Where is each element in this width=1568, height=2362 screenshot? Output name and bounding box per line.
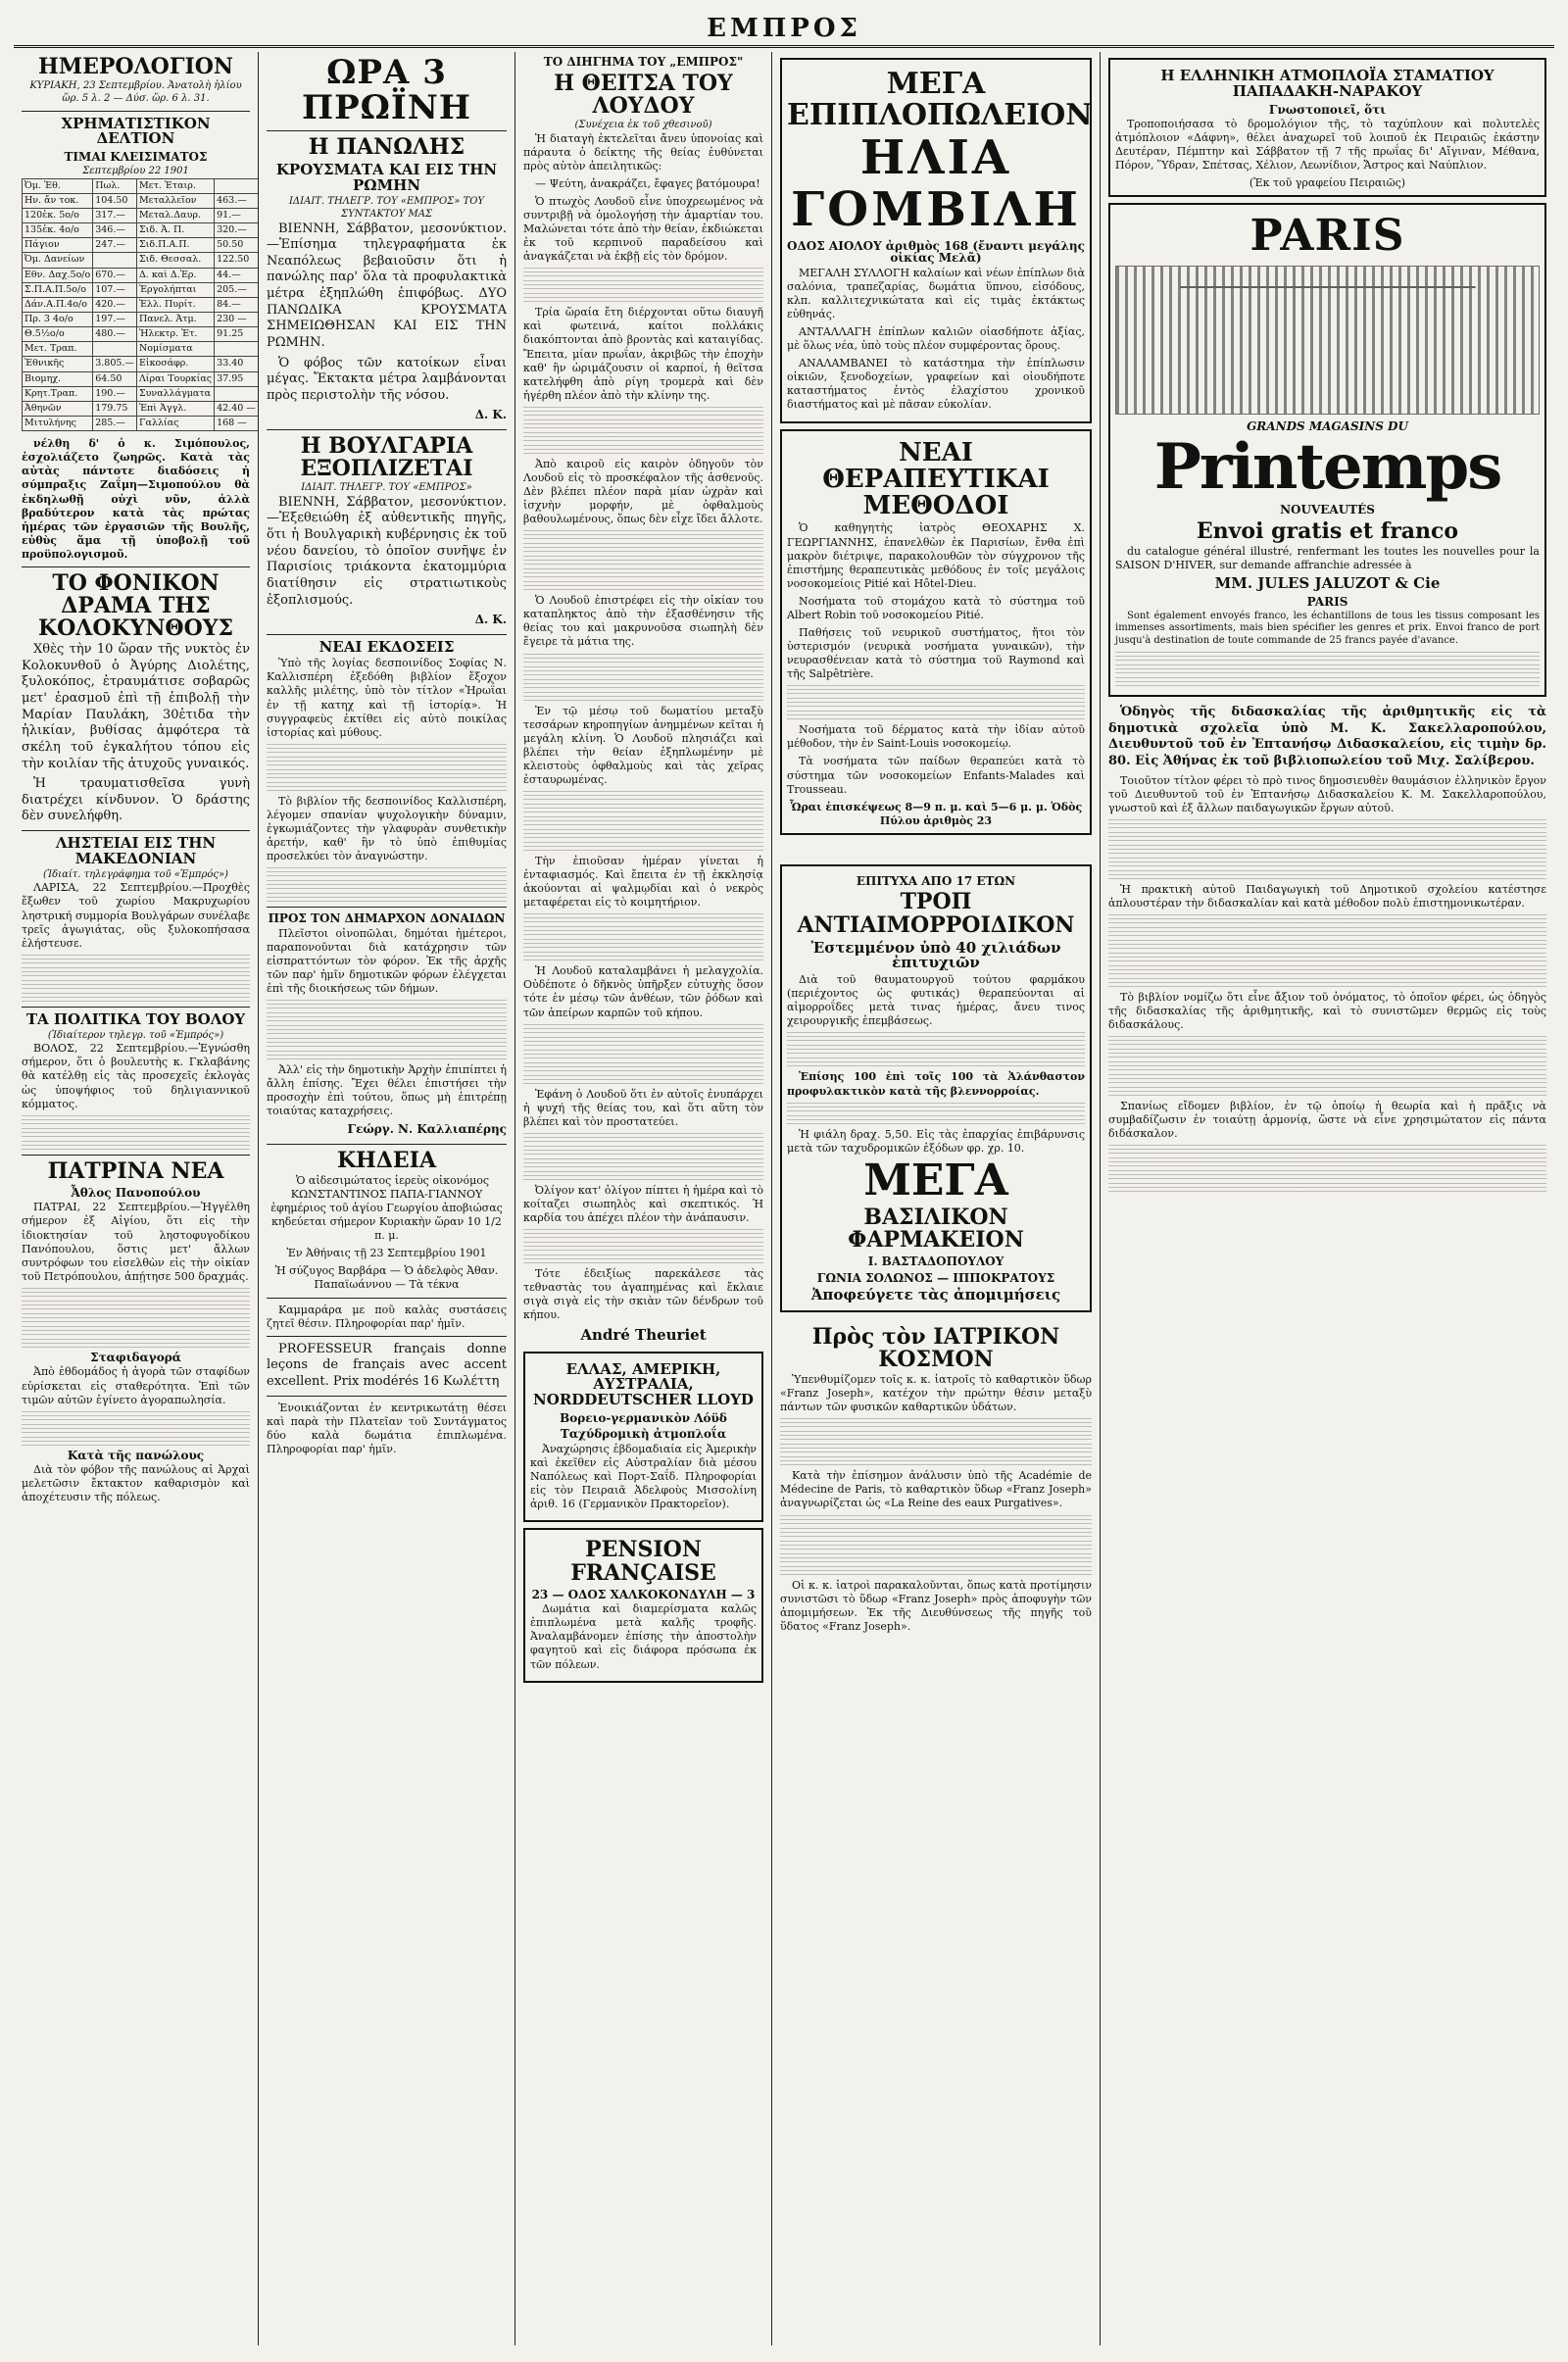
editions-text: Ὑπὸ τῆς λογίας δεσποινίδος Σοφίας Ν. Καλλισπέρη ἐξεδόθη βιβλίον ἔξοχον καλλῆς μιλέτης, ὑπὸ τὸν τίτλον «Ἡρωΐαι ἐν τῇ κατηχ καὶ τῇ ἱστορίᾳ». Ἡ συγγραφεὺς ἐκτίθει εἰς αὐτὸ ποικίλας ἱστορίας καὶ μύθους. bbox=[267, 657, 507, 739]
furniture-name: ΗΛΙΑ ΓΟΜΒΙΛΗ bbox=[791, 130, 1081, 237]
hemorrhoid-title: ΤΡΟΠ ΑΝΤΙΑΙΜΟΡΡΟΙΔΙΚΟΝ bbox=[797, 889, 1075, 938]
market-cell: 122.50 bbox=[215, 253, 259, 268]
market-cell: 190.— bbox=[93, 386, 137, 401]
story-title: Η ΘΕΙΤΣΑ ΤΟΥ ΛΟΥΔΟΥ bbox=[554, 70, 733, 119]
medical-hours: Ὧραι ἐπισκέψεως 8—9 π. μ. καὶ 5—6 μ. μ. Ὁδὸς Πύλου ἀριθμὸς 23 bbox=[789, 800, 1083, 827]
market-cell: Μεταλλεῖον bbox=[136, 193, 214, 208]
furniture-text-2: ΑΝΤΑΛΛΑΓΗ ἐπίπλων καλιῶν οἰασδήποτε ἀξίας, μὲ ὅλως νέα, ὑπὸ τοὺς πλέον συμφέροντας ὅρους. bbox=[787, 325, 1085, 353]
market-row bbox=[23, 401, 259, 416]
funeral-date: Ἐν Ἀθήναις τῇ 23 Σεπτεμβρίου 1901 bbox=[286, 1247, 487, 1260]
market-cell: Πρ. 3 4ο/ο bbox=[23, 312, 93, 326]
market-cell: 205.— bbox=[215, 282, 259, 297]
market-cell: Μεταλ.Δαυρ. bbox=[136, 208, 214, 222]
guide-p1: Τοιοῦτον τίτλον φέρει τὸ πρὸ τινος δημοσιευθὲν θαυμάσιον ἐλληνικὸν ἔργον τοῦ Διευθυντοῦ τοῦ ἐν Ἐπτανήσῳ Διδασκαλείου Κ. Μ. Σακελλαροπούλου, γνωστοῦ καὶ ἐξ ἄλλων παιδαγωγικῶν ἔργων αὐτοῦ. bbox=[1108, 773, 1546, 814]
bulgaria-text: ΒΙΕΝΝΗ, Σάββατον, μεσονύκτιον.—Ἐξεθειώθη ἐξ αὐθεντικῆς πηγῆς, ὅτι ἡ Βουλγαρικὴ κυβέρνησις ἐκ τοῦ νέου δανείου, τὸ ὁποῖον συνῆψε ἐν Παρισίοις τριάκοντα ἑκατομμύρια διατίθησιν εἰς στρατιωτικοὺς ἐξοπλισμούς. bbox=[267, 494, 507, 608]
market-cell: Συναλλάγματα bbox=[136, 386, 214, 401]
market-cell: 197.— bbox=[93, 312, 137, 326]
market-cell: 168 — bbox=[215, 417, 259, 431]
mayor-headline: ΠΡΟΣ ΤΟΝ ΔΗΜΑΡΧΟΝ ΔΟΝΑΙΔΩΝ bbox=[268, 911, 506, 926]
guide-p3: Τὸ βιβλίον νομίζω ὅτι εἶνε ἄξιον τοῦ ὀνόματος, τὸ ὁποῖον φέρει, ὡς ὁδηγὸς τῆς διδασκαλίας τῆς ἀριθμητικῆς, καὶ τὸ συνιστῶμεν θερμῶς εἰς τοὺς διδασκάλους. bbox=[1108, 990, 1546, 1032]
hemorrhoid-subtitle: Ἐστεμμένον ὑπὸ 40 χιλιάδων ἐπιτυχιῶν bbox=[810, 938, 1061, 972]
market-cell: 44.— bbox=[215, 268, 259, 282]
market-cell: 3.805.— bbox=[93, 357, 137, 371]
staf-text: Ἀπὸ ἐθδομάδος ἡ ἀγορὰ τῶν σταφίδων εὑρίσκεται εἰς σταθερότητα. Ἐπὶ τῶν τιμῶν αὐτῶν ἐγίνετο ἀγοραπωλησία. bbox=[22, 1365, 250, 1406]
steamship-note: (Ἐκ τοῦ γραφείου Πειραιῶς) bbox=[1249, 176, 1406, 190]
market-cell: 120ἐκ. 5ο/ο bbox=[23, 208, 93, 222]
market-cell: 346.— bbox=[93, 223, 137, 238]
market-row bbox=[23, 223, 259, 238]
masthead: ΕΜΠΡΟΣ bbox=[707, 14, 861, 43]
market-cell: Βιομηχ. bbox=[23, 371, 93, 386]
story-p6: Ὁ Λουδοῦ ἐπιστρέφει εἰς τὴν οἰκίαν του καταπληκτος ἀπὸ τὴν ἐξασθένησιν τῆς θείας του καὶ μακρυνοῦσα σιωπηλὴ δὲν ἔγειρε τὰ μάτια της. bbox=[523, 594, 763, 649]
market-cell: 285.— bbox=[93, 417, 137, 431]
bulgaria-headline: Η ΒΟΥΛΓΑΡΙΑ ΕΞΟΠΛΙΖΕΤΑΙ bbox=[300, 432, 473, 481]
printemps-logo: Printemps bbox=[1153, 430, 1501, 505]
hemorrhoid-label: ΕΠΙΤΥΧΑ ΑΠΟ 17 ΕΤΩΝ bbox=[856, 873, 1016, 888]
hemorrhoid-text: Διὰ τοῦ θαυματουργοῦ τούτου φαρμάκου (περιέχοντος ὡς φυτικάς) θεραπεύονται αἱ αἱμορροΐδες μετὰ τινας ἡμέρας, ἄνευ τινος χειρουργικῆς ἐπεμβάσεως. bbox=[787, 973, 1085, 1028]
column-4 bbox=[772, 52, 1101, 2345]
plague-text-2: Ὁ φόβος τῶν κατοίκων εἶναι μέγας. Ἔκτακτα μέτρα λαμβάνονται πρὸς περιστολὴν τῆς νόσου. bbox=[267, 355, 507, 403]
patras-headline: ΠΑΤΡΙΝΑ ΝΕΑ bbox=[47, 1157, 224, 1184]
market-row bbox=[23, 417, 259, 431]
plague-local-text: Διὰ τὸν φόβον τῆς πανώλους αἱ Ἀρχαὶ μελετῶσιν ἔκτακτον καθαρισμὸν καὶ ἀποχέτευσιν τῆς πόλεως. bbox=[22, 1463, 250, 1504]
market-cell: Σιδ. Ἀ. Π. bbox=[136, 223, 214, 238]
market-row bbox=[23, 342, 259, 357]
market-cell: Σιδ. Θεσσαλ. bbox=[136, 253, 214, 268]
market-cell: Ἠλεκτρ. Ἑτ. bbox=[136, 327, 214, 342]
mayor-signature: Γεώργ. Ν. Καλλιαπέρης bbox=[347, 1122, 507, 1137]
hemorrhoid-text-2: Ἐπίσης 100 ἐπὶ τοῖς 100 τὰ Ἀλάνθαστον προφυλακτικὸν κατὰ τῆς βλεννορροίας. bbox=[787, 1070, 1085, 1098]
market-cell: Εθν. Δαχ.5ο/ο bbox=[23, 268, 93, 282]
calendar-line: ΚΥΡΙΑΚΗ, 23 Σεπτεμβρίου. Ἀνατολὴ ἡλίου ὥρ. 5 λ. 2 — Δύσ. ὥρ. 6 λ. 31. bbox=[29, 80, 242, 104]
market-row bbox=[23, 282, 259, 297]
market-cell: 247.— bbox=[93, 238, 137, 253]
plague-signature: Δ. Κ. bbox=[474, 408, 507, 422]
market-row bbox=[23, 178, 259, 193]
market-cell: Ἀθηνῶν bbox=[23, 401, 93, 416]
paris-city: PARIS bbox=[1306, 595, 1348, 610]
market-date: Σεπτεμβρίου 22 1901 bbox=[82, 165, 189, 176]
market-cell: 104.50 bbox=[93, 193, 137, 208]
hemorrhoid-ad bbox=[780, 864, 1092, 1312]
volos-text: ΒΟΛΟΣ, 22 Σεπτεμβρίου.—Ἐγνώσθη σήμερον, ὅτι ὁ βουλευτὴς κ. Γκλαβάνης θὰ κατέλθῃ εἰς τὰς προσεχεῖς ἐκλογὰς ὡς ὑποψήφιος τοῦ δηλιγιαννικοῦ κόμματος. bbox=[22, 1042, 250, 1110]
market-row bbox=[23, 312, 259, 326]
column-2 bbox=[259, 52, 515, 2345]
funeral-headline: ΚΗΔΕΙΑ bbox=[336, 1147, 437, 1173]
doctors-text: Ὑπενθυμίζομεν τοῖς κ. κ. ἰατροῖς τὸ καθαρτικὸν ὕδωρ «Franz Joseph», κατέχον τὴν πρώτην θέσιν μεταξὺ πάντων τῶν φυσικῶν καθαρτικῶν ὑδάτων. bbox=[780, 1373, 1092, 1414]
market-cell: Μετ. Ἑταιρ. bbox=[136, 178, 214, 193]
market-cell: 37.95 bbox=[215, 371, 259, 386]
market-cell: 91.— bbox=[215, 208, 259, 222]
drama-text: Χθὲς τὴν 10 ὥραν τῆς νυκτὸς ἐν Κολοκυνθοῦ ὁ Ἀγύρης Διολέτης, ξυλοκόπος, ἐτραυμάτισε σοβαρῶς μετ' ἐρασμοῦ ἐπὶ τῇ ἐπιβολῇ τὴν Μαρίαν Παυλάκη, 30ἐτιδα τὴν ἡλικίαν, βυθίσας ἀμφότερα τὰ σκέλη τοῦ ἐγκαλήτου τόπου εἰς τὴν κοιλίαν τῆς ἀτυχοῦς γυναικός. bbox=[22, 642, 250, 771]
doctors-text-2: Κατὰ τὴν ἐπίσημον ἀνάλυσιν ὑπὸ τῆς Académie de Médecine de Paris, τὸ καθαρτικὸν ὕδωρ «Franz Joseph» ἀναγνωρίζεται ὡς «La Reine des eaux Purgatives». bbox=[780, 1469, 1092, 1510]
pension-address: 23 — ΟΔΟΣ ΧΑΛΚΟΚΟΝΔΥΛΗ — 3 bbox=[531, 1587, 756, 1601]
medical-title: ΝΕΑΙ ΘΕΡΑΠΕΥΤΙΚΑΙ ΜΕΘΟΔΟΙ bbox=[822, 437, 1050, 521]
market-cell: 480.— bbox=[93, 327, 137, 342]
story-p11: Ὀλίγον κατ' ὀλίγον πίπτει ἡ ἡμέρα καὶ τὸ κοίταζει σιωπηλὸς καὶ σκεπτικός. Ἡ καρδία του ἀπέχει πλέον τὴν ἀνάπαυσιν. bbox=[523, 1183, 763, 1225]
market-cell: 670.— bbox=[93, 268, 137, 282]
market-cell: Κρητ.Τραπ. bbox=[23, 386, 93, 401]
lloyd-title: ΕΛΛΑΣ, ΑΜΕΡΙΚΗ, ΑΥΣΤΡΑΛΙΑ, NORDDEUTSCHER LLOYD bbox=[533, 1359, 754, 1409]
drama-headline: ΤΟ ΦΟΝΙΚΟΝ ΔΡΑΜΑ ΤΗΣ ΚΟΛΟΚΥΝΘΟΥΣ bbox=[37, 569, 234, 642]
news-politics: νέλθη δ' ὁ κ. Σιμόπουλος, ἐσχολιάζετο ζωηρῶς. Κατὰ τὰς αὐτὰς πάντοτε διαδόσεις ἡ σύμπραξις Ζαΐμη—Σιμοπούλου θὰ ἐκδηλωθῇ οὐχὶ νῦν, ἀλλὰ βραδύτερον κατὰ τὰς πρώτας ἡμέρας τῶν ἐργασιῶν τῆς Βουλῆς, εὐθὺς ἅμα τῇ ὑποβολῇ τοῦ προϋπολογισμοῦ. bbox=[22, 437, 250, 561]
funeral-family: Ἡ σύζυγος Βαρβάρα — Ὁ ἀδελφὸς Ἀθαν. Παπαϊωάννου — Τὰ τέκνα bbox=[274, 1264, 499, 1292]
market-cell: Ὀμ. Ἐθ. bbox=[23, 178, 93, 193]
market-cell: 420.— bbox=[93, 297, 137, 312]
funeral-text: Ὁ αἰδεσιμώτατος ἱερεὺς οἰκονόμος ΚΩΝΣΤΑΝΤΙΝΟΣ ΠΑΠΑ-ΓΙΑΝΝΟΥ ἐφημέριος τοῦ ἁγίου Γεωργίου ἀποβιώσας κηδεύεται σήμερον Κυριακὴν ὥραν 10 1/2 π. μ. bbox=[270, 1173, 503, 1243]
market-cell bbox=[215, 386, 259, 401]
market-cell: 135ἐκ. 4ο/ο bbox=[23, 223, 93, 238]
nouveautes-label: NOUVEAUTÉS bbox=[1280, 503, 1375, 517]
market-row bbox=[23, 238, 259, 253]
market-cell: 230 — bbox=[215, 312, 259, 326]
story-p8: Τὴν ἐπιοῦσαν ἡμέραν γίνεται ἡ ἐνταφιασμός. Καὶ ἔπειτα ἐν τῇ ἐκκλησίᾳ ἀκούονται αἱ ψαλμῳδίαι καὶ ὁ νεκρὸς μεταφέρεται εἰς τὸ κοιμητήριον. bbox=[523, 855, 763, 910]
market-cell: Σιδ.Π.Α.Π. bbox=[136, 238, 214, 253]
market-cell: Δ. καὶ Δ.Ἐρ. bbox=[136, 268, 214, 282]
pharmacy-label: ΜΕΓΑ bbox=[863, 1155, 1008, 1206]
pension-title: PENSION FRANÇAISE bbox=[570, 1537, 716, 1586]
pharmacy-note: Ἀποφεύγετε τὰς ἀπομιμήσεις bbox=[810, 1286, 1061, 1304]
market-row bbox=[23, 193, 259, 208]
envoi-text-2: Sont également envoyés franco, les échantillons de tous les tissus composant les immenses assortiments, mais bien spécifier les genres et prix. Envoi franco de port jusqu'à destination de toute commande de 25 francs payée d'avance. bbox=[1115, 610, 1540, 647]
patras-subheadline: Ἆθλος Πανοπούλου bbox=[71, 1185, 201, 1200]
market-cell: Νομίσματα bbox=[136, 342, 214, 357]
story-p5: Ἀπὸ καιροῦ εἰς καιρὸν ὁδηγοῦν τὸν Λουδοῦ εἰς τὸ προσκέφαλον τῆς ἀσθενοῦς. Δὲν βλέπει πλέον παρὰ μίαν ὡχρὰν καὶ ἰσχνὴν μορφήν, μὲ ὀφθαλμοὺς βαθουλωμένους, ὅπως δὲν εἶχε ἴδει ἄλλοτε. bbox=[523, 457, 763, 526]
market-cell: Δάν.Α.Π.4ο/ο bbox=[23, 297, 93, 312]
medical-text-4: Νοσήματα τοῦ δέρματος κατὰ τὴν ἰδίαν αὐτοῦ μέθοδον, τὴν ἐν Saint-Louis νοσοκομείῳ. bbox=[787, 723, 1085, 751]
mayor-text-2: Ἀλλ' εἰς τὴν δημοτικὴν Ἀρχὴν ἐπιπίπτει ἡ ἄλλη ἐπίσης. Ἔχει θέλει ἐπιστήσει τὴν προσοχὴν ἐπὶ τούτου, ὅπως μὴ ἐπιτρέπῃ τοιαύτας καταχρήσεις. bbox=[267, 1063, 507, 1118]
market-cell: 84.— bbox=[215, 297, 259, 312]
market-cell: Θ.5½ο/ο bbox=[23, 327, 93, 342]
volos-headline: ΤΑ ΠΟΛΙΤΙΚΑ ΤΟΥ ΒΟΛΟΥ bbox=[25, 1009, 246, 1028]
story-p4: Τρία ὥραία ἔτη διέρχονται οὕτω διαυγῆ καὶ φωτεινά, καίτοι πολλάκις διακόπτονται ἀπὸ βροντὰς καὶ καταιγίδας. Ἔπειτα, μίαν πρωΐαν, ἀκριβῶς τὴν ἐποχὴν καθ' ἣν ὡριμάζουσιν οἱ καρποί, ἡ θεῖτσα κατελήφθη ἀπὸ ρίγη τρομερὰ καὶ δὲν ἠγέρθη πλέον ἀπὸ τὴν κλίνην της. bbox=[523, 306, 763, 402]
story-author: André Theuriet bbox=[580, 1326, 707, 1345]
column-3 bbox=[515, 52, 772, 2345]
market-cell: Ην. ἄν τοκ. bbox=[23, 193, 93, 208]
market-cell bbox=[215, 178, 259, 193]
column-1 bbox=[14, 52, 259, 2345]
market-row bbox=[23, 253, 259, 268]
market-cell bbox=[215, 342, 259, 357]
plague-telegram-label: ΙΔΙΑΙΤ. ΤΗΛΕΓΡ. ΤΟΥ «ΕΜΠΡΟΣ» ΤΟΥ ΣΥΝΤΑΚΤΟΥ ΜΑΣ bbox=[288, 195, 485, 220]
hemorrhoid-text-3: Ἡ φιάλη δραχ. 5,50. Εἰς τὰς ἐπαρχίας ἐπιβάρυνσις μετὰ τῶν ταχυδρομικῶν ἐξόδων φρ. χρ. 10. bbox=[787, 1127, 1085, 1155]
plague-headline: Η ΠΑΝΩΛΗΣ bbox=[308, 134, 466, 161]
market-cell: Ἐπὶ Ἀγγλ. bbox=[136, 401, 214, 416]
rent-ad: Ἐνοικιάζονται ἐν κεντρικωτάτῃ θέσει καὶ παρὰ τὴν Πλατεῖαν τοῦ Συντάγματος δύο καλὰ δωμάτια ἐπιπλωμένα. Πληροφορίαι παρ' ἡμῖν. bbox=[267, 1401, 507, 1455]
market-row bbox=[23, 357, 259, 371]
calendar-title: ΗΜΕΡΟΛΟΓΙΟΝ bbox=[37, 54, 234, 79]
market-row bbox=[23, 371, 259, 386]
guide-title: Ὁδηγὸς τῆς διδασκαλίας τῆς ἀριθμητικῆς εἰς τὰ δημοτικὰ σχολεῖα ὑπὸ Μ. Κ. Σακελλαροπούλου, Διευθυντοῦ τοῦ ἐν Ἐπτανήσῳ Διδασκαλείου, εἰς τιμὴν δρ. 80. Εἰς Ἀθήνας ἐκ τοῦ βιβλιοπωλείου τοῦ Μιχ. Σαλίβερου. bbox=[1108, 705, 1546, 768]
paris-label: PARIS bbox=[1250, 211, 1405, 262]
market-row bbox=[23, 268, 259, 282]
market-subtitle: ΤΙΜΑΙ ΚΛΕΙΣΙΜΑΤΟΣ bbox=[64, 150, 208, 165]
plague-local-headline: Κατὰ τῆς πανώλους bbox=[67, 1448, 205, 1462]
market-cell: Πάγιον bbox=[23, 238, 93, 253]
guide-p4: Σπανίως εἴδομεν βιβλίον, ἐν τῷ ὁποίῳ ἡ θεωρία καὶ ἡ πρᾶξις νὰ συμβαδίζωσιν ἐν τοιαύτῃ ἁρμονίᾳ, ὥστε νὰ εἶνε χρησιμώτατον εἰς πάντα διδάσκαλον. bbox=[1108, 1100, 1546, 1141]
market-cell: 50.50 bbox=[215, 238, 259, 253]
furniture-address: ΟΔΟΣ ΑΙΟΛΟΥ ἀριθμὸς 168 (ἔναντι μεγάλης οἰκίας Μελᾶ) bbox=[787, 238, 1085, 266]
volos-source: (Ἰδιαίτερον τηλεγρ. τοῦ «Ἐμπρός») bbox=[47, 1029, 224, 1041]
market-cell: Γαλλίας bbox=[136, 417, 214, 431]
medical-ad bbox=[780, 429, 1092, 835]
market-cell: 320.— bbox=[215, 223, 259, 238]
editions-headline: ΝΕΑΙ ΕΚΔΟΣΕΙΣ bbox=[318, 637, 455, 656]
printemps-ad bbox=[1108, 203, 1546, 697]
bulgaria-signature: Δ. Κ. bbox=[474, 613, 507, 627]
story-p2: — Ψεύτη, ἀνακράζει, ἔφαγες βατόμουρα! bbox=[535, 176, 760, 190]
grands-magasins-label: GRANDS MAGASINS DU bbox=[1247, 418, 1408, 433]
medical-text-2: Νοσήματα τοῦ στομάχου κατὰ τὸ σύστημα τοῦ Albert Robin τοῦ νοσοκομείου Pitié. bbox=[787, 594, 1085, 621]
market-title: ΧΡΗΜΑΤΙΣΤΙΚΟΝ ΔΕΛΤΙΟΝ bbox=[61, 114, 211, 148]
furniture-ad bbox=[780, 58, 1092, 423]
pension-text: Δωμάτια καὶ διαμερίσματα καλῶς ἐπιπλωμένα μετὰ καλῆς τροφῆς. Ἀναλαμβάνομεν ἐπίσης τὴν ἀποστολὴν φαγητοῦ καὶ εἰς διάφορα πρόσωπα ἐκ τῶν πόλεων. bbox=[530, 1602, 757, 1671]
feuilleton-label: ΤΟ ΔΙΗΓΗΜΑ ΤΟΥ „ΕΜΠΡΟΣ" bbox=[543, 55, 744, 69]
rooms-ad: Καμμαράρα με ποῦ καλὰς συστάσεις ζητεῖ θέσιν. Πληροφορίαι παρ' ἡμῖν. bbox=[267, 1303, 507, 1330]
pension-ad bbox=[523, 1528, 763, 1682]
market-cell: Σ.Π.Α.Π.5ο/ο bbox=[23, 282, 93, 297]
bulgaria-label: ΙΔΙΑΙΤ. ΤΗΛΕΓΡ. ΤΟΥ «ΕΜΠΡΟΣ» bbox=[301, 481, 472, 493]
market-cell bbox=[93, 342, 137, 357]
market-cell: Ὀμ. Δανείων bbox=[23, 253, 93, 268]
market-cell: 463.— bbox=[215, 193, 259, 208]
market-cell: Ἐθνικῆς bbox=[23, 357, 93, 371]
story-p7: Ἐν τῷ μέσῳ τοῦ δωματίου μεταξὺ τεσσάρων κηροπηγίων ἀνημμένων κεῖται ἡ μεγάλη κλίνη. Ὁ Λουδοῦ πλησιάζει καὶ βλέπει τὴν θείαν ἐξηπλωμένην μὲ κλειστοὺς ὀφθαλμοὺς καὶ τὰς χεῖρας ἐσταυρωμένας. bbox=[523, 704, 763, 786]
store-illustration bbox=[1115, 266, 1540, 415]
envoi-text: du catalogue général illustré, renfermant les toutes les nouvelles pour la SAISON D'HIVER, sur demande affranchie adressée à bbox=[1115, 545, 1540, 572]
market-cell: Μετ. Τραπ. bbox=[23, 342, 93, 357]
pharmacy-address: ΓΩΝΙΑ ΣΟΛΩΝΟΣ — ΙΠΠΟΚΡΑΤΟΥΣ bbox=[816, 1270, 1055, 1285]
guide-p2: Ἡ πρακτικὴ αὐτοῦ Παιδαγωγικὴ τοῦ Δημοτικοῦ σχολείου κατέστησε ἁπλουστέραν τὴν διδασκαλίαν καὶ κατὰ μέθοδον πολὺ ἐπιστημονικωτέραν. bbox=[1108, 882, 1546, 910]
market-cell: 42.40 — bbox=[215, 401, 259, 416]
bandits-headline: ΛΗΣΤΕΙΑΙ ΕΙΣ ΤΗΝ ΜΑΚΕΔΟΝΙΑΝ bbox=[55, 834, 217, 867]
masthead-rule bbox=[14, 45, 1554, 48]
editions-text-2: Τὸ βιβλίον τῆς δεσποινίδος Καλλισπέρη, λέγομεν σπανίαν ψυχολογικὴν δύναμιν, ἐγκωμιάζοντες τὴν γλαφυρὰν συνθετικὴν ἀρετήν, καθ' ἣν τὸ ὑπὸ ἐπιθυμίας προσελκύει τὸν ἀναγνώστην. bbox=[267, 794, 507, 863]
market-cell: Μιτυλήνης bbox=[23, 417, 93, 431]
drama-text-2: Ἡ τραυματισθεῖσα γυνὴ διατρέχει κίνδυνον. Ὁ δράστης δὲν συνελήφθη. bbox=[22, 776, 250, 824]
bandits-source: (Ἰδιαίτ. τηλεγράφημα τοῦ «Ἐμπρός») bbox=[43, 868, 228, 880]
market-cell: 64.50 bbox=[93, 371, 137, 386]
doctors-headline: Πρὸς τὸν ΙΑΤΡΙΚΟΝ ΚΟΣΜΟΝ bbox=[811, 1323, 1060, 1372]
market-cell: 91.25 bbox=[215, 327, 259, 342]
market-table bbox=[22, 178, 259, 432]
professor-ad: PROFESSEUR français donne leçons de français avec accent excellent. Prix modérés 16 Κωλέττη bbox=[267, 1341, 507, 1389]
medical-text-5: Τὰ νοσήματα τῶν παίδων θεραπεύει κατὰ τὸ σύστημα τῶν νοσοκομείων Enfants-Malades καὶ Trousseau. bbox=[787, 755, 1085, 796]
market-row bbox=[23, 208, 259, 222]
market-cell: Λίραι Τουρκίας bbox=[136, 371, 214, 386]
plague-subheadline: ΚΡΟΥΣΜΑΤΑ ΚΑΙ ΕΙΣ ΤΗΝ ΡΩΜΗΝ bbox=[275, 161, 498, 195]
market-cell: Ἑλλ. Πυρίτ. bbox=[136, 297, 214, 312]
column-5 bbox=[1101, 52, 1554, 2345]
lloyd-subtitle: Βορειο-γερμανικὸν Λόϋδ bbox=[560, 1410, 727, 1425]
story-p3: Ὁ πτωχὸς Λουδοῦ εἶνε ὑποχρεωμένος νὰ συντριβῇ νὰ ὁμολογήσῃ τὴν ἁμαρτίαν του. Μαλώνεται τότε ἀπὸ τὴν θείαν, ἐκδιώκεται ἐκ τοῦ κερπινοῦ παραδείσου καὶ ἀναγκάζεται νὰ ἐκβῇ εἰς τὸν δρόμον. bbox=[523, 194, 763, 264]
story-p12: Τότε ἐδειξίως παρεκάλεσε τὰς τεθναστὰς του ἀγαπημένας καὶ ἔκλαιε σιγὰ σιγὰ εἰς τὴν σκιὰν τῶν δένδρων τοῦ κήπου. bbox=[523, 1267, 763, 1322]
steamship-ad bbox=[1108, 58, 1546, 197]
columns bbox=[14, 52, 1554, 2345]
furniture-text-1: ΜΕΓΑΛΗ ΣΥΛΛΟΓΗ καλαίων καὶ νέων ἐπίπλων διὰ σαλόνια, τραπεζαρίας, δωμάτια ὕπνου, εἰσόδους, κλπ. καλλιτεχνικώτατα καὶ εἰς τιμὰς ἐκτάκτως εὐθηνάς. bbox=[787, 266, 1085, 321]
market-cell: 317.— bbox=[93, 208, 137, 222]
story-continued: (Συνέχεια ἐκ τοῦ χθεσινοῦ) bbox=[574, 119, 712, 130]
pharmacy-title: ΒΑΣΙΛΙΚΟΝ ΦΑΡΜΑΚΕΙΟΝ bbox=[848, 1204, 1024, 1253]
market-cell bbox=[93, 253, 137, 268]
story-p1: Ἡ διαταγὴ ἐκτελεῖται ἄνευ ὑπονοίας καὶ πάραυτα ὁ δείκτης τῆς θείας ἐυθύνεται πρὸς αὐτὸν ἀπειλητικῶς: bbox=[523, 131, 763, 172]
lloyd-ad bbox=[523, 1352, 763, 1523]
bandits-text: ΛΑΡΙΣΑ, 22 Σεπτεμβρίου.—Προχθὲς ἔξωθεν τοῦ χωρίου Μακρυχωρίου ληστρική συμμορία Βουλγάρων συνέλαβε τρεῖς ἀγωγιάτας, οὓς ξυλοκοπήσασα ἐλήστευσε. bbox=[22, 881, 250, 950]
story-p10: Ἐφάνη ὁ Λουδοῦ ὅτι ἐν αὐτοῖς ἐνυπάρχει ἡ ψυχή τῆς θείας του, καὶ ὅτι αὕτη τὸν βλέπει καὶ τὸν προστατεύει. bbox=[523, 1087, 763, 1128]
hour-headline: ΩΡΑ 3 ΠΡΩΪΝΗ bbox=[301, 53, 472, 127]
lloyd-text: Ἀναχώρησις ἑβδομαδιαία εἰς Ἀμερικὴν καὶ ἐκεῖθεν εἰς Αὐστραλίαν διὰ μέσου Ναπόλεως καὶ Πορτ-Σαΐδ. Πληροφορίαι εἰς τὸν Πειραιᾶ Ἀδελφοὺς Μισσολίνη ἀριθ. 16 (Γερμανικὸν Πρακτορεῖον). bbox=[530, 1443, 757, 1511]
market-cell: Πωλ. bbox=[93, 178, 137, 193]
market-row bbox=[23, 297, 259, 312]
market-cell: 33.40 bbox=[215, 357, 259, 371]
market-cell: 107.— bbox=[93, 282, 137, 297]
furniture-title: ΜΕΓΑ ΕΠΙΠΛΟΠΩΛΕΙΟΝ bbox=[787, 67, 1093, 132]
mayor-text: Πλεῖστοι οἰνοπῶλαι, δημόται ἡμέτεροι, παραπονοῦνται διὰ κατάχρησιν τῶν εἰσπραττόντων τὸν φόρον. Ἐκ τῆς ἀρχῆς τῶν παρ' ἡμῖν δημοτικῶν φόρων ἐλέγχεται ἐπὶ τῆς διοικήσεως τῶν δήμων. bbox=[267, 926, 507, 996]
plague-text: ΒΙΕΝΝΗ, Σάββατον, μεσονύκτιον.—Ἐπίσημα τηλεγραφήματα ἐκ Νεαπόλεως βεβαιοῦσιν ὅτι ἡ πανώλης παρ' ὅλα τὰ προφυλακτικὰ μέτρα ἐξηπλώθη ἐπιφόβως. ΔΥΟ ΠΑΝΩΔΙΚΑ ΚΡΟΥΣΜΑΤΑ ΣΗΜΕΙΩΘΗΣΑΝ ΚΑΙ ΕΙΣ ΤΗΝ ΡΩΜΗΝ. bbox=[267, 221, 507, 350]
patras-text: ΠΑΤΡΑΙ, 22 Σεπτεμβρίου.—Ἠγγέλθη σήμερον ἐξ Αἰγίου, ὅτι εἰς τὴν ἰδιοκτησίαν τοῦ ληστοφυγοδίκου Πανόπουλου, ὅστις μετ' ἄλλων συντρόφων του εἰσελθὼν εἰς τὴν οἰκίαν τοῦ Πετρόπουλου, ἀπῄτησε 500 δραχμάς. bbox=[22, 1201, 250, 1283]
story-p9: Ἡ Λουδοῦ καταλαμβάνει ἡ μελαγχολία. Οὐδέποτε ὁ δῆκνὸς ὑπῆρξεν εὐτυχὴς ὅσον τότε ἐν μέσῳ τῶν ἀνθέων, τῶν ῥόδων καὶ τῶν ἀπείρων καρπῶν τοῦ κήπου. bbox=[523, 964, 763, 1019]
company-name: MM. JULES JALUZOT & Cie bbox=[1214, 574, 1441, 593]
market-row bbox=[23, 327, 259, 342]
pharmacy-name: Ι. ΒΑΣΤΑΔΟΠΟΥΛΟΥ bbox=[867, 1254, 1004, 1268]
steamship-title: Η ΕΛΛΗΝΙΚΗ ΑΤΜΟΠΛΟΪΑ ΣΤΑΜΑΤΙΟΥ ΠΑΠΑΔΑΚΗ-ΝΑΡΑΚΟΥ bbox=[1160, 67, 1494, 100]
medical-text-1: Ὁ καθηγητὴς ἰατρὸς ΘΕΟΧΑΡΗΣ Χ. ΓΕΩΡΓΙΑΝΝΗΣ, ἐπανελθὼν ἐκ Παρισίων, ἔνθα ἐπὶ μακρὸν διέτριψε, παρακολουθῶν τὸν σύγχρονον τῆς ἐπιστήμης θεραπευτικὰς μεθόδους ἐν τοῖς μεγάλοις νοσοκομείοις Pitié καὶ Hôtel-Dieu. bbox=[787, 521, 1085, 590]
market-cell: Ἐργολήπται bbox=[136, 282, 214, 297]
staf-headline: Σταφιδαγορά bbox=[90, 1350, 181, 1364]
market-cell: Πανελ. Ἀτμ. bbox=[136, 312, 214, 326]
furniture-text-3: ΑΝΑΛΑΜΒΑΝΕΙ τὸ κατάστημα τὴν ἐπίπλωσιν οἰκιῶν, ξενοδοχείων, γραφείων καὶ οἱουδήποτε καταστήματος ἐντὸς ἐλαχίστου χρονικοῦ διαστήματος καὶ μὲ πᾶσαν εὐκολίαν. bbox=[787, 357, 1085, 412]
lloyd-subtitle-2: Ταχύδρομικὴ ἀτμοπλοΐα bbox=[560, 1427, 727, 1442]
steamship-subtitle: Γνωστοποιεῖ, ὅτι bbox=[1268, 102, 1387, 117]
market-cell: Εἰκοσάφρ. bbox=[136, 357, 214, 371]
medical-text-3: Παθήσεις τοῦ νευρικοῦ συστήματος, ἤτοι τὸν ὑστερισμόν (νευρικὰ νοσήματα γυναικῶν), τὴν νευρασθένειαν κατὰ τὸ σύστημα τοῦ Raymond καὶ τῆς Salpêtrière. bbox=[787, 626, 1085, 681]
steamship-text: Τροποποιήσασα τὸ δρομολόγιον τῆς, τὸ ταχύπλουν καὶ πολυτελὲς ἀτμόπλοιον «Δάφνη», θέλει ἀναχωρεῖ τοῦ λοιποῦ ἐκ Πειραιῶς ἑκάστην Δευτέραν, Πέμπτην καὶ Σάββατον τῇ 7 τῆς πρωΐας δι' Αἴγιναν, Μέθανα, Πόρον, Ὕδραν, Σπέτσας, Χέλιον, Λεωνίδιον, Ἄστρος καὶ Ναύπλιον. bbox=[1115, 118, 1540, 172]
market-row bbox=[23, 386, 259, 401]
doctors-text-3: Οἱ κ. κ. ἰατροὶ παρακαλοῦνται, ὅπως κατὰ προτίμησιν συνιστῶσι τὸ ὕδωρ «Franz Joseph» πρὸς ἀποφυγὴν τῶν ἀπομιμήσεων. Ἐκ τῆς Διευθύνσεως τῆς πηγῆς τοῦ ὕδατος «Franz Joseph». bbox=[780, 1578, 1092, 1633]
market-cell: 179.75 bbox=[93, 401, 137, 416]
envoi-title: Envoi gratis et franco bbox=[1196, 518, 1459, 545]
